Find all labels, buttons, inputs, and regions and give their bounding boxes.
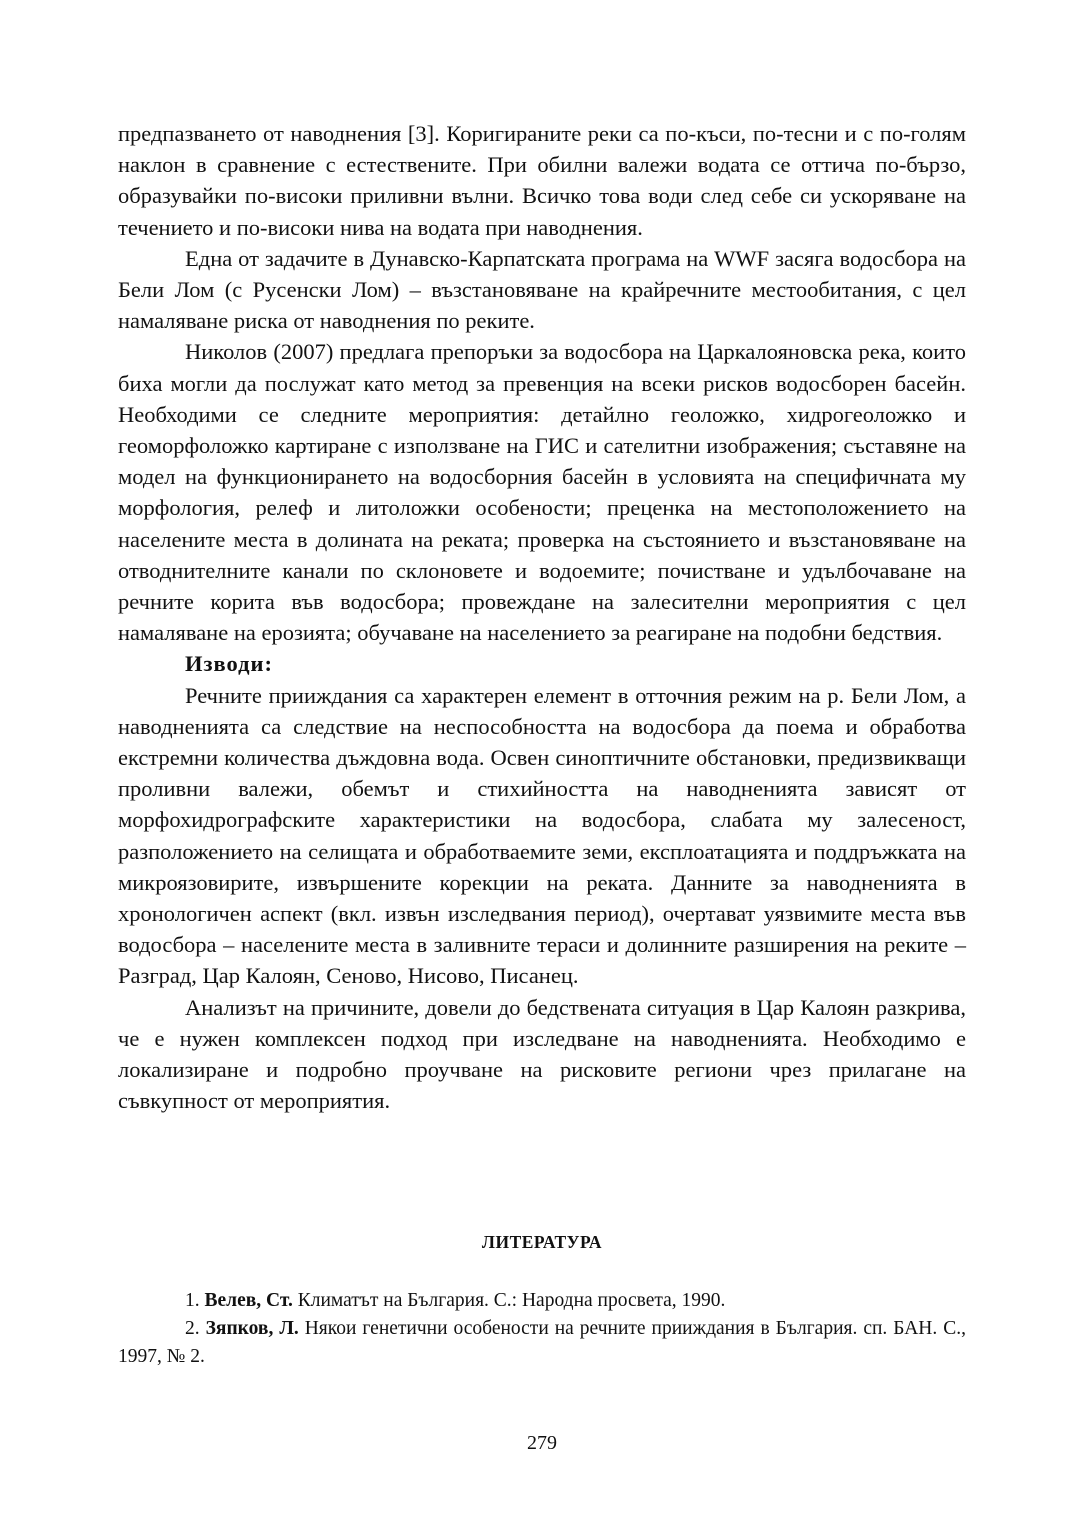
conclusions-heading: Изводи:: [185, 651, 273, 677]
paragraph-wwf-program: Една от задачите в Дунавско-Карпатската програма на WWF засяга водосбора на Бели Лом (с Русенски Лом) – възстановяване на крайречните местообитания, с цел намаляване риска от наводнения по реките.: [118, 245, 966, 334]
reference-author: Зяпков, Л.: [205, 1318, 299, 1339]
reference-item: [118, 1287, 966, 1315]
reference-text: Някои генетични особености на речните прииждания в България. сп. БАН. С., 1997, № 2.: [118, 1318, 967, 1367]
paragraph-nikolov-recommendations: Николов (2007) предлага препоръки за водосбора на Царкалояновска река, които биха могли да послужат като метод за превенция на всеки рисков водосборен басейн. Необходими се следните мероприятия: детайлно геоложко, хидрогеоложко и геоморфоложко картиране с използване на ГИС и сателитни изображения; съставяне на модел на функционирането на водосборния басейн в условията на специфичната му морфология, релеф и литоложки особености; преценка на местоположението на населените места в долината на реката; проверка на състоянието и възстановяване на отводнителните канали по склоновете и водоемите; почистване и удълбочаване на речните корита във водосбора; провеждане на залесителни мероприятия с цел намаляване на ерозията; обучаване на населението за реагиране на подобни бедствия.: [118, 339, 966, 646]
paragraph-conclusions-1: Речните прииждания са характерен елемент в отточния режим на р. Бели Лом, а наводненията са следствие на неспособността на водосбора да поема и обработва екстремни количества дъждовна вода. Освен синоптичните обстановки, предизвикващи проливни валежи, обемът и стихийността на наводненията зависят от морфохидрографските характеристики на водосбора, слабата му залесеност, разположението на селищата и обработваемите земи, експлоатацията и поддръжката на микроязовирите, извършените корекции на реката. Данните за наводненията в хронологичен аспект (вкл. извън изследвания период), очертават уязвимите места във водосбора – населените места в заливните тераси и долинните разширения на реките – Разград, Цар Калоян, Сеново, Нисово, Писанец.: [118, 682, 966, 989]
paragraph-conclusions-2: Анализът на причините, довели до бедствената ситуация в Цар Калоян разкрива, че е нужен комплексен подход при изследване на наводненията. Необходимо е локализиране и подробно проучване на рисковите региони чрез прилагане на съвкупност от мероприятия.: [118, 994, 966, 1114]
references-list: [118, 1287, 966, 1371]
reference-item: [118, 1315, 966, 1371]
paragraph-flood-prevention: предпазването от наводнения [3]. Коригираните реки са по-къси, по-тесни и с по-голям наклон в сравнение с естествените. При обилни валежи водата се оттича по-бързо, образувайки по-високи приливни вълни. Всичко това води след себе си ускоряване на течението и по-високи нива на водата при наводнения.: [118, 121, 966, 240]
reference-number: 1.: [185, 1290, 200, 1311]
reference-author: Велев, Ст.: [204, 1290, 293, 1311]
reference-text: Климатът на България. С.: Народна просвета, 1990.: [297, 1290, 726, 1311]
body-text: [118, 118, 966, 1117]
page-number: 279: [527, 1432, 557, 1454]
reference-number: 2.: [185, 1318, 200, 1339]
references-title: ЛИТЕРАТУРА: [481, 1232, 603, 1252]
